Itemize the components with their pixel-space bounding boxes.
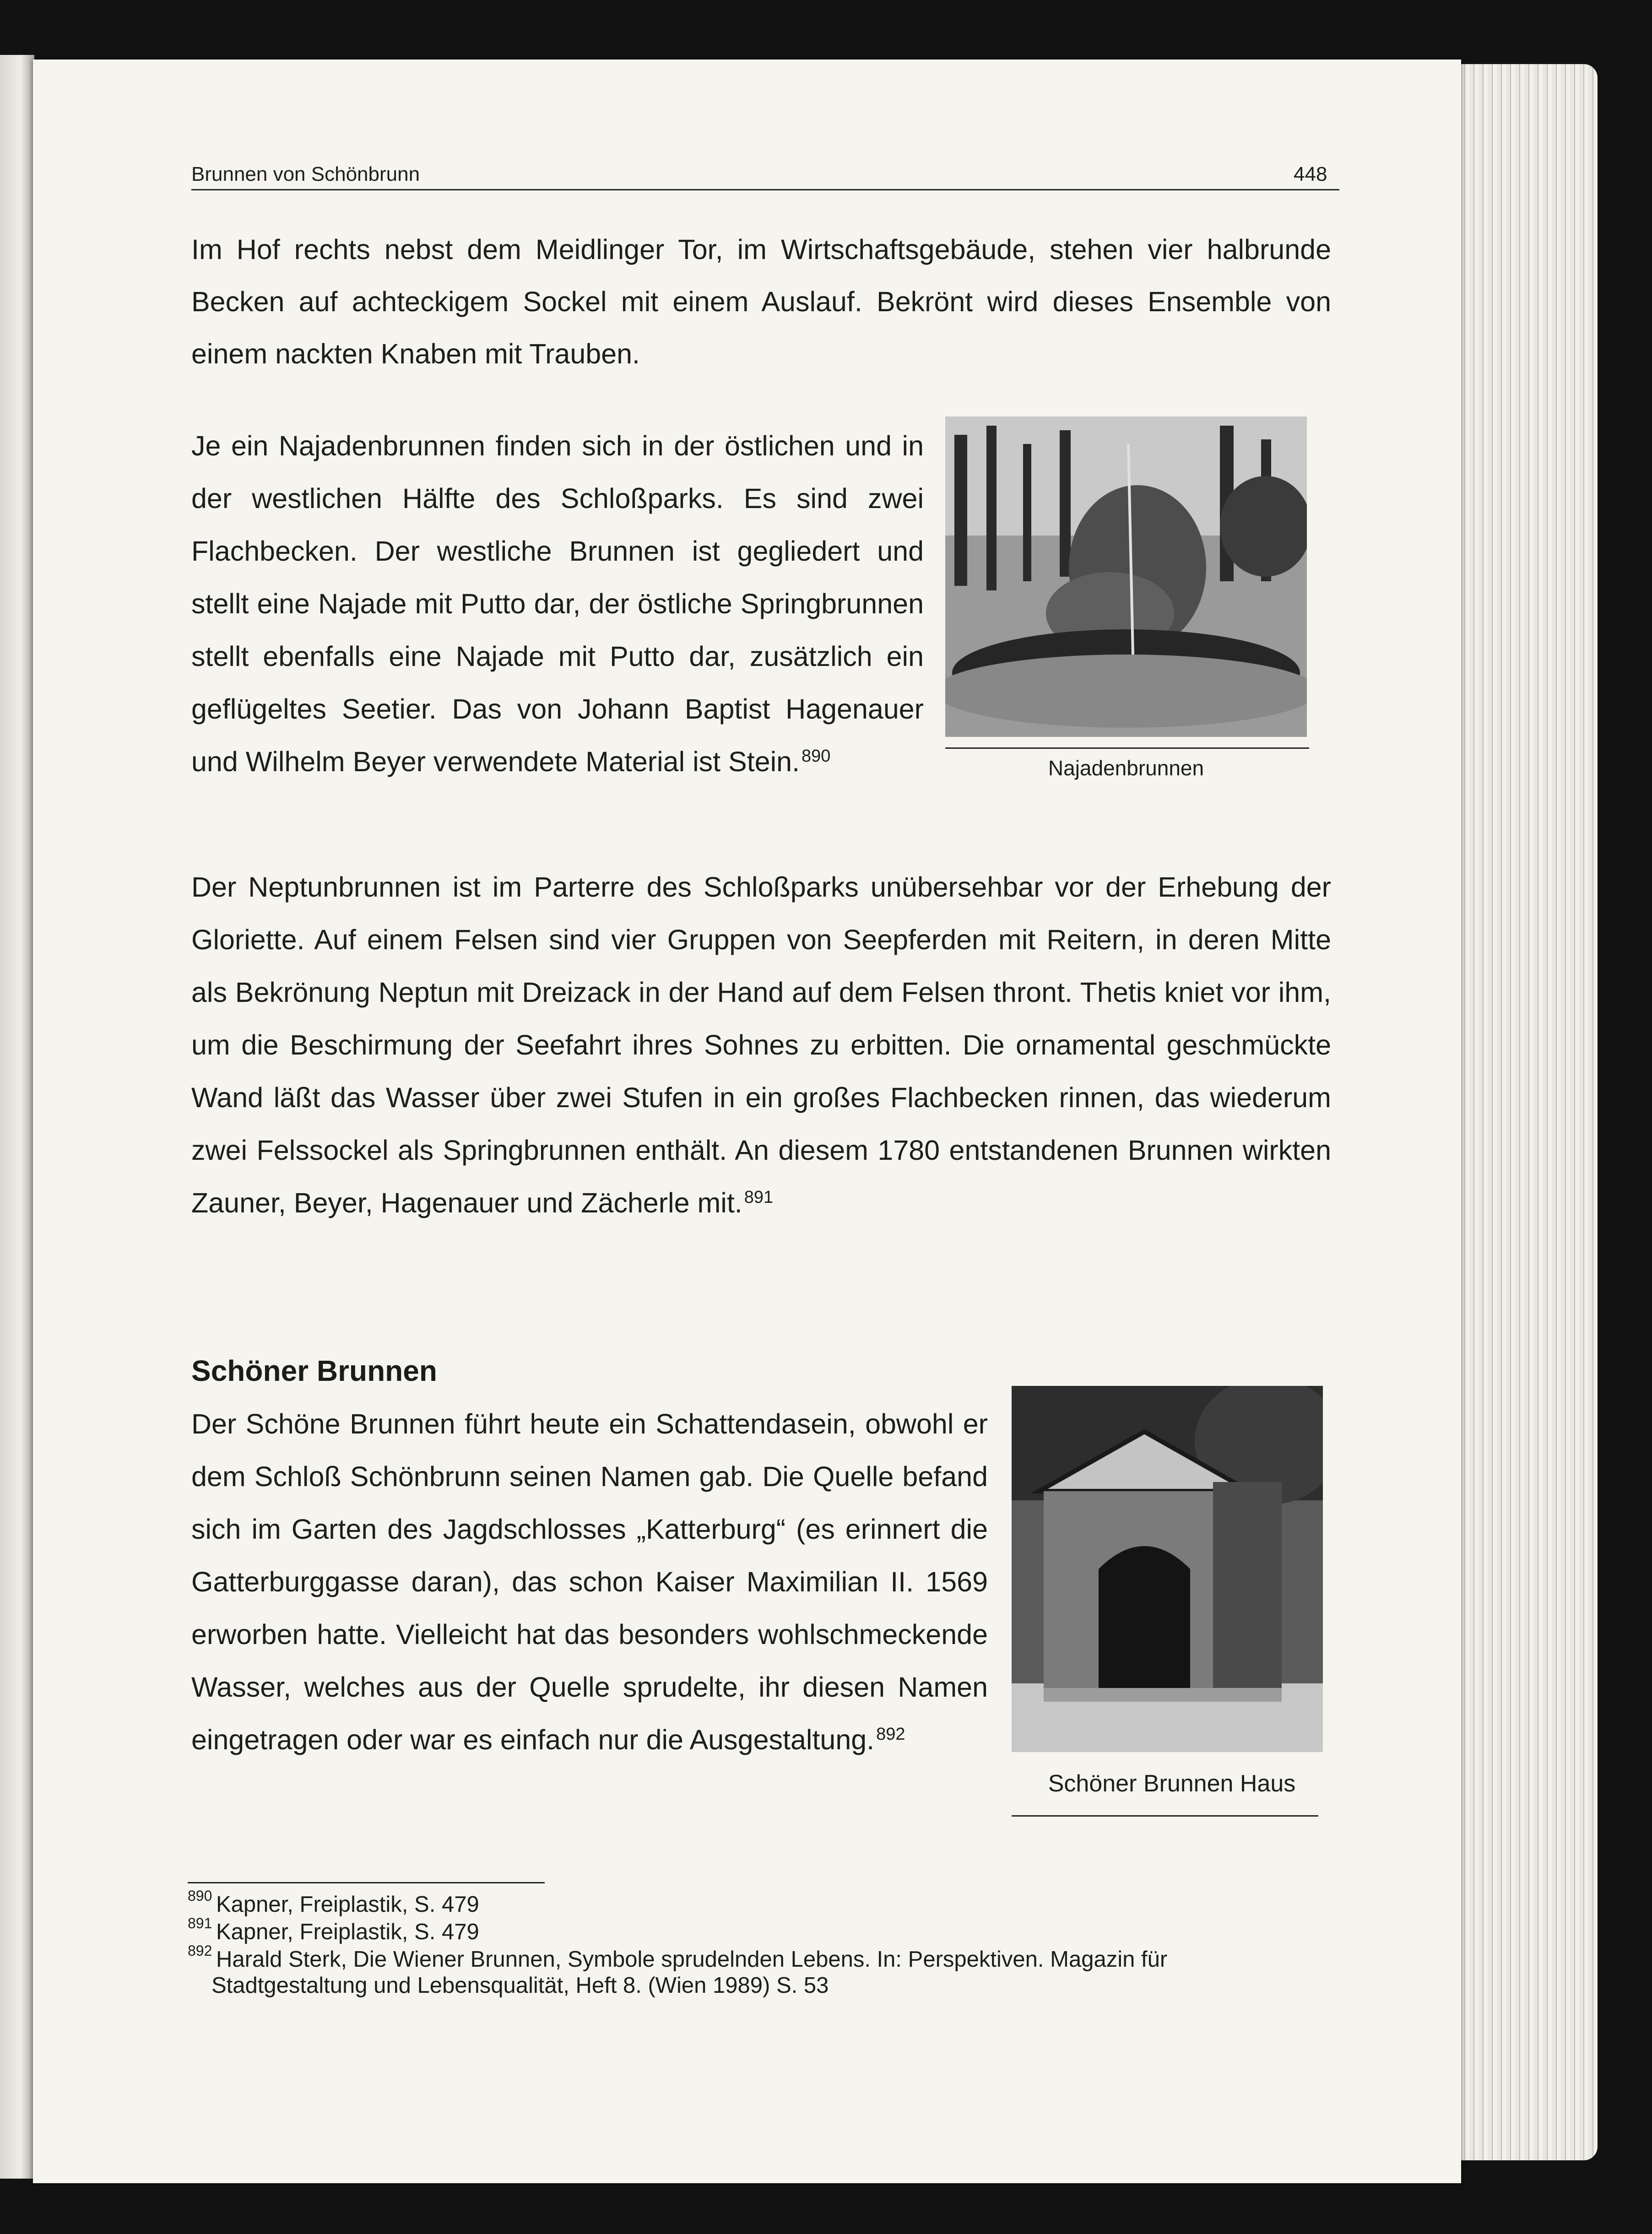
- schoener-brunnen-photo: [1012, 1386, 1323, 1752]
- running-head: Brunnen von Schönbrunn: [191, 163, 420, 185]
- paragraph-text: Der Schöne Brunnen führt heute ein Schattendasein, obwohl er dem Schloß Schönbrunn seinen Namen gab. Die Quelle befand sich im Garten des Jagdschlosses „Katterburg“ (es erinnert die Gatterburggasse daran), das schon Kaiser Maximilian II. 1569 erworben hatte. Vielleicht hat das besonders wohlschmeckende Wasser, welches aus der Quelle sprudelte, ihr diesen Namen eingetragen oder war es einfach nur die Ausgestaltung.: [191, 1408, 988, 1755]
- najadenbrunnen-image: [945, 417, 1307, 737]
- section-heading: Schöner Brunnen: [191, 1354, 437, 1387]
- footnote-text: Harald Sterk, Die Wiener Brunnen, Symbole sprudelnden Lebens. In: Perspektiven. Magazin für: [216, 1947, 1168, 1972]
- footnote-number: 890: [188, 1888, 212, 1904]
- footnote-ref[interactable]: 890: [802, 746, 831, 766]
- paragraph-text: Im Hof rechts nebst dem Meidlinger Tor, im Wirtschaftsgebäude, stehen vier halbrunde Becken auf achteckigem Sockel mit einem Auslauf. Bekrönt wird dieses Ensemble von einem nackten Knaben mit Trauben.: [191, 234, 1331, 369]
- footnote-ref[interactable]: 892: [876, 1725, 905, 1744]
- footnote-text: Kapner, Freiplastik, S. 479: [216, 1920, 479, 1944]
- paragraph-text: Je ein Najadenbrunnen finden sich in der östlichen und in der westlichen Hälfte des Schloßparks. Es sind zwei Flachbecken. Der westliche Brunnen ist gegliedert und stellt eine Najade mit Putto dar, der östliche Springbrunnen stellt ebenfalls eine Najade mit Putto dar, zusätzlich ein geflügeltes Seetier. Das von Johann Baptist Hagenauer und Wilhelm Beyer verwendete Material ist Stein.: [191, 430, 924, 777]
- footnote-890: [188, 1888, 479, 1919]
- najadenbrunnen-photo: [945, 417, 1307, 737]
- paragraph-schoener-brunnen: [191, 1398, 988, 1766]
- paragraph-neptunbrunnen: [191, 861, 1331, 1229]
- footnote-rule: [188, 1882, 545, 1883]
- footnote-ref[interactable]: 891: [744, 1188, 774, 1207]
- paragraph-meidlinger: [191, 223, 1331, 380]
- header-rule: [191, 189, 1339, 190]
- schoener-brunnen-image: [1012, 1386, 1323, 1752]
- footnote-text: Kapner, Freiplastik, S. 479: [216, 1892, 479, 1917]
- caption-rule: [1012, 1815, 1318, 1817]
- footnote-892: [188, 1942, 1168, 1998]
- footnote-text-continued: Stadtgestaltung und Lebensqualität, Heft 8. (Wien 1989) S. 53: [211, 1973, 829, 1998]
- footnote-number: 892: [188, 1942, 212, 1959]
- figure-caption-schoener-brunnen: Schöner Brunnen Haus: [1048, 1770, 1296, 1797]
- figure-caption-najadenbrunnen: Najadenbrunnen: [1048, 756, 1204, 780]
- page-number: 448: [1294, 163, 1327, 185]
- caption-rule: [945, 747, 1309, 749]
- footnote-number: 891: [188, 1915, 212, 1931]
- paragraph-text: Der Neptunbrunnen ist im Parterre des Schloßparks unübersehbar vor der Erhebung der Gloriette. Auf einem Felsen sind vier Gruppen von Seepferden mit Reitern, in deren Mitte als Bekrönung Neptun mit Dreizack in der Hand auf dem Felsen thront. Thetis kniet vor ihm, um die Beschirmung der Seefahrt ihres Sohnes zu erbitten. Die ornamental geschmückte Wand läßt das Wasser über zwei Stufen in ein großes Flachbecken rinnen, das wiederum zwei Felssockel als Springbrunnen enthält. An diesem 1780 entstandenen Brunnen wirkten Zauner, Beyer, Hagenauer und Zächerle mit.: [191, 871, 1331, 1218]
- footnote-891: [188, 1915, 479, 1946]
- paragraph-najadenbrunnen: [191, 420, 924, 788]
